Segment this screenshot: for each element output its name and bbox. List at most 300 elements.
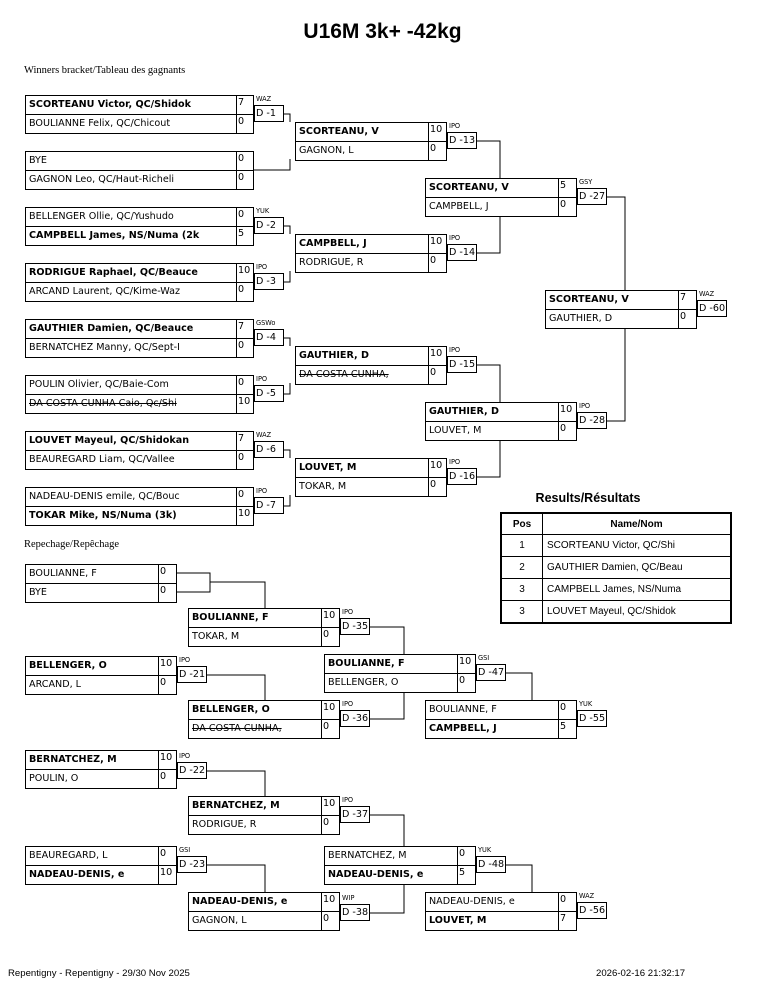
competitor-name: DA COSTA CUNHA Caio, Qc/Shi	[29, 398, 177, 409]
competitor-name: RODRIGUE, R	[192, 819, 257, 830]
competitor-score: 5	[457, 866, 477, 885]
win-type-tag: WAZ	[579, 892, 595, 900]
competitor-name: BOULIANNE Felix, QC/Chicout	[29, 118, 171, 129]
competitor-name: BERNATCHEZ Manny, QC/Sept-I	[29, 342, 180, 353]
row-divider	[325, 865, 475, 866]
competitor-row	[26, 676, 176, 695]
row-divider	[26, 769, 176, 770]
competitor-score: 0	[321, 720, 341, 739]
win-type-tag: IPO	[342, 700, 354, 708]
win-type-tag: WAZ	[256, 95, 272, 103]
bracket-connector	[506, 673, 532, 700]
win-type-tag: IPO	[256, 487, 268, 495]
competitor-score: 10	[236, 507, 255, 526]
results-col-pos: Pos	[501, 513, 543, 535]
match-box	[25, 263, 254, 302]
competitor-score: 10	[321, 797, 341, 816]
row-divider	[426, 421, 576, 422]
win-type-tag: IPO	[179, 656, 191, 664]
competitor-name: GAGNON, L	[192, 915, 247, 926]
match-box	[324, 846, 476, 885]
bracket-connector	[207, 771, 265, 796]
match-number: D -47	[476, 664, 506, 681]
row-divider	[26, 583, 176, 584]
match-box	[425, 700, 577, 739]
competitor-row	[325, 655, 475, 674]
row-divider	[426, 719, 576, 720]
match-number: D -38	[340, 904, 370, 921]
win-type-tag: IPO	[342, 796, 354, 804]
competitor-row	[26, 451, 253, 470]
match-number: D -6	[254, 441, 284, 458]
row-divider	[426, 197, 576, 198]
competitor-row	[26, 770, 176, 789]
match-number: D -21	[177, 666, 207, 683]
win-type-tag: WAZ	[699, 290, 715, 298]
competitor-score: 0	[158, 676, 178, 695]
competitor-score: 0	[236, 283, 255, 302]
competitor-name: LOUVET, M	[429, 425, 482, 436]
competitor-row	[26, 171, 253, 190]
win-type-tag: IPO	[449, 234, 461, 242]
competitor-score: 5	[558, 179, 578, 198]
competitor-row	[546, 291, 696, 310]
competitor-name: NADEAU-DENIS, e	[429, 896, 515, 907]
row-divider	[26, 338, 253, 339]
match-box	[295, 458, 447, 497]
result-pos: 1	[501, 535, 543, 557]
competitor-name: BERNATCHEZ, M	[328, 850, 407, 861]
competitor-row	[189, 720, 339, 739]
competitor-score: 10	[321, 701, 341, 720]
match-number: D -13	[447, 132, 477, 149]
bracket-connector	[370, 815, 404, 846]
competitor-row	[426, 403, 576, 422]
bracket-connector	[370, 883, 404, 913]
results-header-row	[501, 513, 731, 535]
competitor-score: 0	[457, 847, 477, 866]
competitor-score: 0	[321, 628, 341, 647]
bracket-connector	[207, 675, 265, 700]
footer-timestamp: 2026-02-16 21:32:17	[596, 968, 686, 979]
row-divider	[26, 170, 253, 171]
row-divider	[546, 309, 696, 310]
row-divider	[26, 114, 253, 115]
bracket-connector	[577, 197, 625, 290]
competitor-row	[325, 847, 475, 866]
match-number: D -1	[254, 105, 284, 122]
competitor-name: BEAUREGARD Liam, QC/Vallee	[29, 454, 175, 465]
competitor-row	[426, 198, 576, 217]
competitor-score: 7	[236, 96, 255, 115]
win-type-tag: GSWo	[256, 319, 276, 327]
match-box	[425, 178, 577, 217]
competitor-row	[26, 227, 253, 246]
competitor-name: LOUVET, M	[299, 462, 357, 473]
match-box	[188, 892, 340, 931]
competitor-row	[26, 751, 176, 770]
match-box	[25, 207, 254, 246]
competitor-score: 10	[158, 866, 178, 885]
competitor-score: 0	[457, 674, 477, 693]
competitor-row	[26, 866, 176, 885]
competitor-row	[26, 488, 253, 507]
match-box	[188, 700, 340, 739]
match-number: D -3	[254, 273, 284, 290]
competitor-row	[26, 565, 176, 584]
win-type-tag: IPO	[449, 458, 461, 466]
competitor-row	[26, 264, 253, 283]
row-divider	[26, 675, 176, 676]
results-panel	[500, 491, 732, 624]
repechage-label: Repechage/Repêchage	[24, 539, 120, 550]
result-name: LOUVET Mayeul, QC/Shidok	[543, 601, 732, 624]
match-box	[324, 654, 476, 693]
match-box	[25, 846, 177, 885]
row-divider	[26, 394, 253, 395]
match-box	[25, 487, 254, 526]
competitor-name: CAMPBELL, J	[429, 201, 489, 212]
competitor-score: 5	[236, 227, 255, 246]
competitor-score: 10	[558, 403, 578, 422]
footer-event: Repentigny - Repentigny - 29/30 Nov 2025	[8, 968, 190, 979]
match-box	[25, 151, 254, 190]
competitor-score: 0	[236, 115, 255, 134]
competitor-row	[26, 657, 176, 676]
competitor-row	[26, 584, 176, 603]
competitor-score: 10	[457, 655, 477, 674]
win-type-tag: YUK	[478, 846, 492, 854]
match-number: D -35	[340, 618, 370, 635]
match-number: D -22	[177, 762, 207, 779]
row-divider	[189, 911, 339, 912]
competitor-name: TOKAR, M	[192, 631, 240, 642]
competitor-name: SCORTEANU, V	[429, 182, 509, 193]
competitor-row	[26, 847, 176, 866]
competitor-score: 0	[558, 701, 578, 720]
competitor-name: BOULIANNE, F	[29, 568, 97, 579]
win-type-tag: IPO	[256, 375, 268, 383]
competitor-name: BOULIANNE, F	[192, 612, 269, 623]
win-type-tag: IPO	[256, 263, 268, 271]
competitor-name: RODRIGUE, R	[299, 257, 364, 268]
match-box	[188, 796, 340, 835]
competitor-row	[426, 179, 576, 198]
competitor-name: TOKAR Mike, NS/Numa (3k)	[29, 510, 177, 521]
match-number: D -48	[476, 856, 506, 873]
bracket-connector	[370, 691, 404, 719]
row-divider	[26, 450, 253, 451]
row-divider	[325, 673, 475, 674]
row-divider	[26, 226, 253, 227]
match-number: D -60	[697, 300, 727, 317]
result-pos: 3	[501, 579, 543, 601]
competitor-score: 10	[158, 657, 178, 676]
match-number: D -27	[577, 188, 607, 205]
match-number: D -55	[577, 710, 607, 727]
competitor-name: BELLENGER Ollie, QC/Yushudo	[29, 211, 174, 222]
competitor-score: 5	[558, 720, 578, 739]
match-number: D -56	[577, 902, 607, 919]
competitor-name: RODRIGUE Raphael, QC/Beauce	[29, 267, 198, 278]
match-box	[25, 564, 177, 603]
competitor-row	[189, 912, 339, 931]
match-number: D -37	[340, 806, 370, 823]
competitor-score: 0	[558, 198, 578, 217]
competitor-score: 10	[428, 235, 448, 254]
results-col-name: Name/Nom	[543, 513, 732, 535]
row-divider	[26, 506, 253, 507]
competitor-row	[26, 395, 253, 414]
competitor-score: 0	[321, 912, 341, 931]
competitor-score: 0	[428, 142, 448, 161]
table-row	[501, 579, 731, 601]
competitor-row	[426, 720, 576, 739]
competitor-row	[296, 142, 446, 161]
win-type-tag: GSY	[579, 178, 593, 186]
competitor-score: 10	[236, 395, 255, 414]
competitor-name: GAGNON, L	[299, 145, 354, 156]
competitor-score: 0	[428, 478, 448, 497]
competitor-row	[26, 376, 253, 395]
match-box	[545, 290, 697, 329]
competitor-score: 10	[428, 347, 448, 366]
result-name: CAMPBELL James, NS/Numa	[543, 579, 732, 601]
match-box	[295, 122, 447, 161]
competitor-name: BEAUREGARD, L	[29, 850, 108, 861]
competitor-name: CAMPBELL, J	[299, 238, 367, 249]
match-box	[25, 431, 254, 470]
competitor-score: 0	[158, 565, 178, 584]
competitor-name: DA COSTA CUNHA,	[192, 723, 282, 734]
bracket-connector	[210, 582, 265, 608]
win-type-tag: IPO	[449, 122, 461, 130]
win-type-tag: IPO	[579, 402, 591, 410]
win-type-tag: WAZ	[256, 431, 272, 439]
competitor-name: SCORTEANU Victor, QC/Shidok	[29, 99, 192, 110]
competitor-name: CAMPBELL James, NS/Numa (2k	[29, 230, 200, 241]
competitor-row	[296, 347, 446, 366]
competitor-row	[26, 507, 253, 526]
competitor-name: CAMPBELL, J	[429, 723, 497, 734]
competitor-row	[26, 152, 253, 171]
competitor-score: 0	[236, 451, 255, 470]
match-number: D -16	[447, 468, 477, 485]
competitor-score: 0	[236, 171, 255, 190]
competitor-name: NADEAU-DENIS, e	[192, 896, 288, 907]
competitor-row	[26, 283, 253, 302]
competitor-name: BELLENGER, O	[328, 677, 399, 688]
bracket-connector	[177, 573, 210, 592]
match-number: D -28	[577, 412, 607, 429]
competitor-row	[325, 866, 475, 885]
competitor-row	[189, 628, 339, 647]
match-box	[295, 234, 447, 273]
competitor-name: ARCAND Laurent, QC/Kime-Waz	[29, 286, 181, 297]
table-row	[501, 601, 731, 624]
row-divider	[189, 627, 339, 628]
competitor-name: BYE	[29, 155, 47, 166]
competitor-name: NADEAU-DENIS emile, QC/Bouc	[29, 491, 180, 502]
competitor-name: BERNATCHEZ, M	[29, 754, 117, 765]
competitor-name: BOULIANNE, F	[429, 704, 497, 715]
match-box	[25, 95, 254, 134]
competitor-name: GAUTHIER, D	[429, 406, 500, 417]
win-type-tag: IPO	[449, 346, 461, 354]
match-number: D -7	[254, 497, 284, 514]
competitor-row	[189, 893, 339, 912]
win-type-tag: YUK	[579, 700, 593, 708]
result-pos: 3	[501, 601, 543, 624]
competitor-score: 7	[236, 320, 255, 339]
competitor-score: 7	[236, 432, 255, 451]
row-divider	[296, 477, 446, 478]
competitor-name: GAGNON Leo, QC/Haut-Richeli	[29, 174, 175, 185]
competitor-row	[426, 422, 576, 441]
competitor-score: 10	[428, 123, 448, 142]
page-title: U16M 3k+ -42kg	[303, 20, 462, 43]
match-number: D -36	[340, 710, 370, 727]
competitor-score: 7	[558, 912, 578, 931]
win-type-tag: WIP	[342, 894, 355, 902]
match-number: D -23	[177, 856, 207, 873]
competitor-name: POULIN Olivier, QC/Baie-Com	[29, 379, 169, 390]
competitor-score: 0	[158, 584, 178, 603]
bracket-connector	[254, 159, 290, 170]
bracket-connector	[207, 865, 265, 892]
competitor-name: GAUTHIER, D	[549, 313, 613, 324]
competitor-name: NADEAU-DENIS, e	[29, 869, 125, 880]
match-box	[25, 319, 254, 358]
competitor-row	[296, 235, 446, 254]
competitor-score: 7	[678, 291, 698, 310]
competitor-row	[26, 96, 253, 115]
match-number: D -15	[447, 356, 477, 373]
competitor-row	[26, 320, 253, 339]
competitor-name: ARCAND, L	[29, 679, 82, 690]
competitor-name: DA COSTA CUNHA,	[299, 369, 389, 380]
row-divider	[26, 282, 253, 283]
competitor-score: 0	[236, 376, 255, 395]
match-box	[188, 608, 340, 647]
result-name: SCORTEANU Victor, QC/Shi	[543, 535, 732, 557]
competitor-score: 0	[678, 310, 698, 329]
competitor-row	[426, 701, 576, 720]
competitor-score: 0	[236, 208, 255, 227]
competitor-name: BOULIANNE, F	[328, 658, 405, 669]
win-type-tag: GSI	[478, 654, 490, 662]
competitor-score: 0	[321, 816, 341, 835]
competitor-name: NADEAU-DENIS, e	[328, 869, 424, 880]
competitor-name: BYE	[29, 587, 47, 598]
competitor-score: 0	[158, 847, 178, 866]
competitor-score: 10	[236, 264, 255, 283]
competitor-score: 0	[236, 488, 255, 507]
match-box	[425, 892, 577, 931]
competitor-score: 0	[236, 339, 255, 358]
competitor-score: 10	[321, 609, 341, 628]
match-number: D -14	[447, 244, 477, 261]
row-divider	[296, 141, 446, 142]
competitor-name: SCORTEANU, V	[299, 126, 379, 137]
results-title: Results/Résultats	[535, 491, 641, 505]
competitor-name: POULIN, O	[29, 773, 79, 784]
result-pos: 2	[501, 557, 543, 579]
competitor-row	[26, 432, 253, 451]
competitor-name: GAUTHIER, D	[299, 350, 370, 361]
competitor-name: BERNATCHEZ, M	[192, 800, 280, 811]
win-type-tag: IPO	[342, 608, 354, 616]
win-type-tag: GSI	[179, 846, 191, 854]
bracket-connector	[506, 865, 532, 892]
competitor-score: 0	[558, 422, 578, 441]
competitor-row	[426, 893, 576, 912]
competitor-score: 10	[428, 459, 448, 478]
competitor-row	[296, 459, 446, 478]
table-row	[501, 557, 731, 579]
competitor-score: 10	[158, 751, 178, 770]
bracket-connector	[370, 627, 404, 654]
row-divider	[296, 365, 446, 366]
competitor-name: LOUVET Mayeul, QC/Shidokan	[29, 435, 190, 446]
competitor-name: BELLENGER, O	[29, 660, 107, 671]
match-box	[295, 346, 447, 385]
competitor-score: 0	[428, 254, 448, 273]
row-divider	[189, 815, 339, 816]
competitor-row	[296, 366, 446, 385]
row-divider	[189, 719, 339, 720]
match-number: D -2	[254, 217, 284, 234]
competitor-score: 0	[428, 366, 448, 385]
match-box	[425, 402, 577, 441]
winners-bracket-label: Winners bracket/Tableau des gagnants	[24, 65, 186, 76]
competitor-name: SCORTEANU, V	[549, 294, 629, 305]
match-box	[25, 375, 254, 414]
competitor-score: 0	[158, 770, 178, 789]
competitor-name: LOUVET, M	[429, 915, 487, 926]
table-row	[501, 535, 731, 557]
match-box	[25, 750, 177, 789]
competitor-score: 10	[321, 893, 341, 912]
row-divider	[426, 911, 576, 912]
competitor-row	[189, 816, 339, 835]
competitor-row	[26, 208, 253, 227]
competitor-row	[189, 701, 339, 720]
competitor-name: BELLENGER, O	[192, 704, 270, 715]
match-number: D -5	[254, 385, 284, 402]
row-divider	[26, 865, 176, 866]
results-table	[500, 512, 732, 624]
competitor-row	[296, 254, 446, 273]
row-divider	[296, 253, 446, 254]
competitor-name: GAUTHIER Damien, QC/Beauce	[29, 323, 194, 334]
win-type-tag: IPO	[179, 752, 191, 760]
match-box	[25, 656, 177, 695]
competitor-row	[26, 115, 253, 134]
competitor-row	[189, 797, 339, 816]
competitor-row	[546, 310, 696, 329]
competitor-row	[325, 674, 475, 693]
competitor-row	[296, 123, 446, 142]
win-type-tag: YUK	[256, 207, 270, 215]
match-number: D -4	[254, 329, 284, 346]
competitor-row	[426, 912, 576, 931]
result-name: GAUTHIER Damien, QC/Beau	[543, 557, 732, 579]
competitor-score: 0	[558, 893, 578, 912]
competitor-row	[26, 339, 253, 358]
competitor-name: TOKAR, M	[299, 481, 347, 492]
competitor-score: 0	[236, 152, 255, 171]
